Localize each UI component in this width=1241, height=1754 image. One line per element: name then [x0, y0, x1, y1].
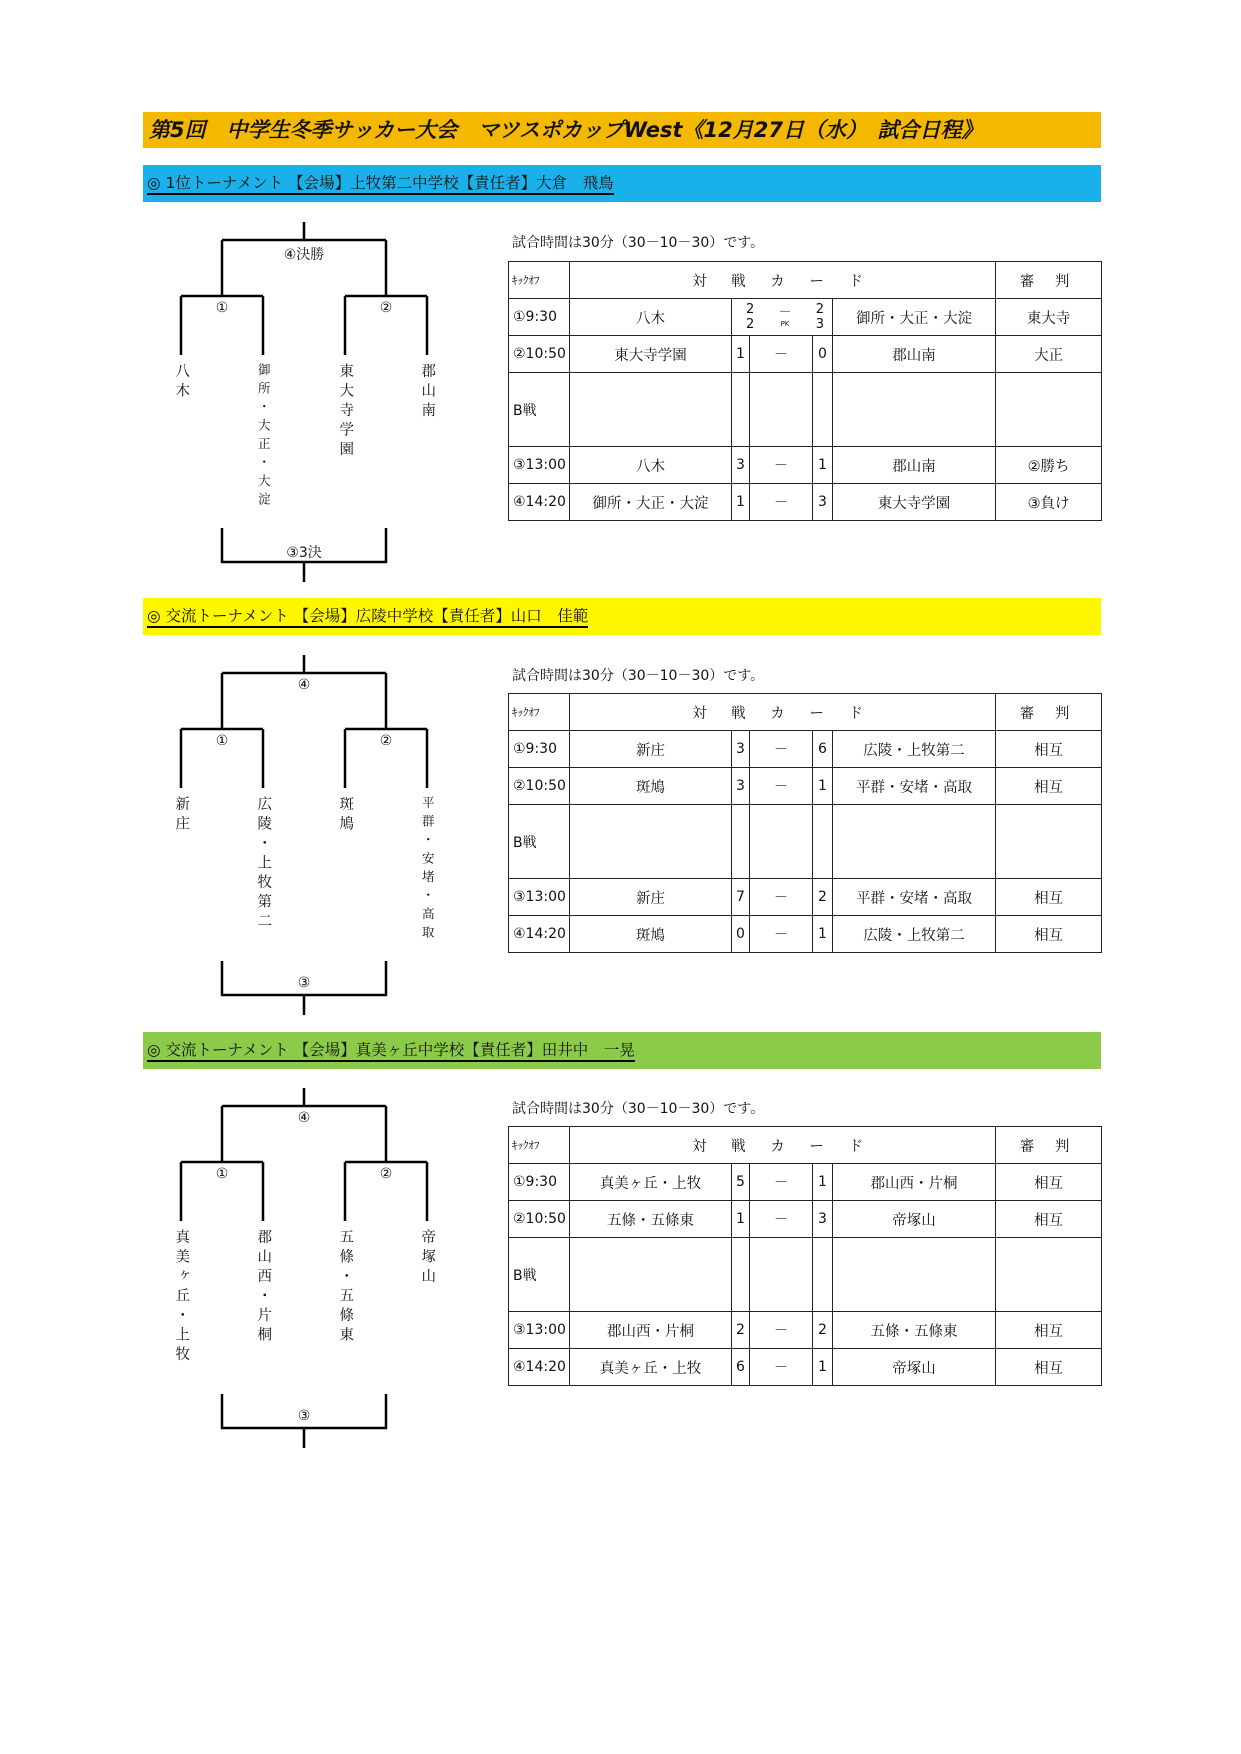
score-dash: [750, 805, 813, 879]
away-team-cell: 平群・安堵・高取: [833, 879, 996, 916]
away-team-cell: 広陵・上牧第二: [833, 916, 996, 953]
card-header: 対 戦 カ ー ド: [570, 262, 996, 299]
section-header-text: ◎ 交流トーナメント 【会場】広陵中学校【責任者】山口 佳範: [147, 606, 588, 628]
semi1-label: ①: [215, 733, 229, 749]
away-score: [813, 1238, 833, 1312]
kickoff-cell: ④14:20: [509, 1349, 570, 1386]
home-score: 0: [732, 916, 750, 953]
section-header-1: [143, 165, 1101, 202]
home-team-cell: 真美ヶ丘・上牧: [570, 1164, 732, 1201]
section-header-3: [143, 1032, 1101, 1069]
home-team-cell: 東大寺学園: [570, 336, 732, 373]
table-row: [509, 916, 1102, 953]
home-score: 3: [732, 447, 750, 484]
referee-cell: 東大寺: [996, 299, 1102, 336]
bracket-team: 八木: [173, 363, 190, 402]
match-time-note: 試合時間は30分（30－10－30）です。: [512, 1101, 765, 1117]
semi2-label: ②: [379, 1166, 393, 1182]
referee-cell: ③負け: [996, 484, 1102, 521]
home-score: 1: [732, 1201, 750, 1238]
home-pk-score: 2: [746, 317, 755, 332]
schedule-table-2: [508, 693, 1102, 953]
referee-cell: 相互: [996, 916, 1102, 953]
away-team-cell: 帝塚山: [833, 1201, 996, 1238]
bracket-team: 広陵・上牧第二: [255, 796, 272, 933]
away-team-cell: 郡山南: [833, 336, 996, 373]
match-time-note: 試合時間は30分（30－10－30）です。: [512, 235, 765, 251]
score-dash: －: [750, 879, 813, 916]
bracket-1: [160, 220, 460, 590]
away-team-cell: 郡山南: [833, 447, 996, 484]
home-team-cell: 新庄: [570, 731, 732, 768]
table-row-b-match: [509, 373, 1102, 447]
kickoff-cell: ②10:50: [509, 768, 570, 805]
home-score: [732, 373, 750, 447]
score-dash: －: [750, 731, 813, 768]
kickoff-cell: ④14:20: [509, 916, 570, 953]
kickoff-cell: ②10:50: [509, 1201, 570, 1238]
home-team-cell: 八木: [570, 299, 732, 336]
final-label: ④決勝: [283, 247, 325, 263]
referee-cell: 相互: [996, 1164, 1102, 1201]
kickoff-cell: B戦: [509, 373, 570, 447]
referee-cell: 相互: [996, 879, 1102, 916]
score-dash: －: [750, 484, 813, 521]
table-header-row: [509, 262, 1102, 299]
score-dash: －: [750, 1349, 813, 1386]
table-row-b-match: [509, 1238, 1102, 1312]
away-team-cell: 郡山西・片桐: [833, 1164, 996, 1201]
pk-score-cell: [732, 299, 833, 336]
away-score: 2: [815, 302, 824, 317]
card-header: 対 戦 カ ー ド: [570, 694, 996, 731]
away-team-cell: 東大寺学園: [833, 484, 996, 521]
kickoff-cell: ①9:30: [509, 1164, 570, 1201]
final-label: ④: [297, 1110, 311, 1126]
away-score: 1: [813, 1164, 833, 1201]
referee-cell: 相互: [996, 731, 1102, 768]
referee-cell: [996, 805, 1102, 879]
referee-header: 審 判: [996, 262, 1102, 299]
away-score: 3: [813, 484, 833, 521]
schedule-table-3: [508, 1126, 1102, 1386]
table-row: [509, 1164, 1102, 1201]
bracket-team: 郡山西・片桐: [255, 1229, 272, 1346]
bracket-lines: [160, 1086, 460, 1456]
table-row: [509, 731, 1102, 768]
bracket-team: 斑鳩: [337, 796, 354, 835]
semi2-label: ②: [379, 300, 393, 316]
referee-cell: 相互: [996, 1201, 1102, 1238]
table-header-row: [509, 1127, 1102, 1164]
away-team-cell: 帝塚山: [833, 1349, 996, 1386]
final-label: ④: [297, 677, 311, 693]
home-team-cell: [570, 1238, 732, 1312]
home-team-cell: 斑鳩: [570, 916, 732, 953]
section-header-text: ◎ 1位トーナメント 【会場】上牧第二中学校【責任者】大倉 飛鳥: [147, 173, 614, 195]
away-team-cell: 御所・大正・大淀: [833, 299, 996, 336]
section-header-text: ◎ 交流トーナメント 【会場】真美ヶ丘中学校【責任者】田井中 一晃: [147, 1040, 635, 1062]
bracket-team: 郡山南: [419, 363, 436, 422]
score-dash: [750, 373, 813, 447]
table-row: [509, 768, 1102, 805]
away-score: 1: [813, 447, 833, 484]
bracket-team: 新庄: [173, 796, 190, 835]
home-score: 7: [732, 879, 750, 916]
semi1-label: ①: [215, 1166, 229, 1182]
score-dash: －: [778, 305, 792, 320]
third-place-label: ③: [297, 1408, 311, 1424]
schedule-table-1: [508, 261, 1102, 521]
bracket-lines: [160, 653, 460, 1023]
home-score: [732, 1238, 750, 1312]
bracket-team: 御所・大正・大淀: [256, 363, 272, 511]
home-score: 3: [732, 731, 750, 768]
away-score: 6: [813, 731, 833, 768]
home-team-cell: [570, 373, 732, 447]
kickoff-cell: B戦: [509, 1238, 570, 1312]
kickoff-cell: ②10:50: [509, 336, 570, 373]
semi1-label: ①: [215, 300, 229, 316]
home-team-cell: 郡山西・片桐: [570, 1312, 732, 1349]
home-team-cell: 御所・大正・大淀: [570, 484, 732, 521]
section-header-2: [143, 598, 1101, 635]
home-score: 1: [732, 484, 750, 521]
table-row: [509, 447, 1102, 484]
page-title: 第5回 中学生冬季サッカー大会 マツスポカップWest《12月27日（水） 試合日程》: [143, 112, 1101, 148]
home-score: 2: [732, 1312, 750, 1349]
referee-cell: 相互: [996, 768, 1102, 805]
third-place-label: ③: [297, 975, 311, 991]
away-score: [813, 805, 833, 879]
referee-cell: 大正: [996, 336, 1102, 373]
away-team-cell: [833, 1238, 996, 1312]
semi2-label: ②: [379, 733, 393, 749]
score-dash: －: [750, 447, 813, 484]
referee-cell: [996, 1238, 1102, 1312]
bracket-3: [160, 1086, 460, 1456]
score-dash: －: [750, 1201, 813, 1238]
home-score: 3: [732, 768, 750, 805]
table-row: [509, 484, 1102, 521]
home-score: 5: [732, 1164, 750, 1201]
home-team-cell: 新庄: [570, 879, 732, 916]
referee-header: 審 判: [996, 694, 1102, 731]
away-score: 2: [813, 1312, 833, 1349]
bracket-team: 平群・安堵・高取: [420, 796, 436, 944]
away-pk-score: 3: [815, 317, 824, 332]
home-team-cell: [570, 805, 732, 879]
away-team-cell: 五條・五條東: [833, 1312, 996, 1349]
home-score: 1: [732, 336, 750, 373]
away-score: 2: [813, 879, 833, 916]
kickoff-header: ｷｯｸｵﾌ: [509, 694, 570, 731]
away-team-cell: [833, 805, 996, 879]
home-score: 2: [746, 302, 755, 317]
home-score: 6: [732, 1349, 750, 1386]
bracket-2: [160, 653, 460, 1023]
home-team-cell: 八木: [570, 447, 732, 484]
home-team-cell: 真美ヶ丘・上牧: [570, 1349, 732, 1386]
away-score: 0: [813, 336, 833, 373]
referee-header: 審 判: [996, 1127, 1102, 1164]
score-dash: －: [750, 768, 813, 805]
table-header-row: [509, 694, 1102, 731]
score-dash: －: [750, 1312, 813, 1349]
kickoff-cell: ①9:30: [509, 731, 570, 768]
away-score: 1: [813, 1349, 833, 1386]
away-score: 3: [813, 1201, 833, 1238]
home-team-cell: 斑鳩: [570, 768, 732, 805]
referee-cell: 相互: [996, 1312, 1102, 1349]
table-row: [509, 1349, 1102, 1386]
away-score: 1: [813, 916, 833, 953]
away-team-cell: 平群・安堵・高取: [833, 768, 996, 805]
kickoff-header: ｷｯｸｵﾌ: [509, 1127, 570, 1164]
table-row: [509, 1312, 1102, 1349]
kickoff-cell: ④14:20: [509, 484, 570, 521]
table-row: [509, 336, 1102, 373]
bracket-lines: [160, 220, 460, 590]
bracket-team: 真美ヶ丘・上牧: [173, 1229, 190, 1366]
score-dash: －: [750, 336, 813, 373]
table-row: [509, 879, 1102, 916]
referee-cell: ②勝ち: [996, 447, 1102, 484]
away-team-cell: 広陵・上牧第二: [833, 731, 996, 768]
match-time-note: 試合時間は30分（30－10－30）です。: [512, 668, 765, 684]
referee-cell: [996, 373, 1102, 447]
away-score: 1: [813, 768, 833, 805]
referee-cell: 相互: [996, 1349, 1102, 1386]
away-team-cell: [833, 373, 996, 447]
table-row: [509, 299, 1102, 336]
pk-label: PK: [780, 320, 790, 328]
kickoff-cell: ①9:30: [509, 299, 570, 336]
table-row: [509, 1201, 1102, 1238]
home-score: [732, 805, 750, 879]
kickoff-cell: ③13:00: [509, 1312, 570, 1349]
bracket-team: 五條・五條東: [337, 1229, 354, 1346]
score-dash: [750, 1238, 813, 1312]
card-header: 対 戦 カ ー ド: [570, 1127, 996, 1164]
away-score: [813, 373, 833, 447]
score-dash: －: [750, 916, 813, 953]
kickoff-header: ｷｯｸｵﾌ: [509, 262, 570, 299]
kickoff-cell: B戦: [509, 805, 570, 879]
third-place-label: ③3決: [286, 545, 322, 561]
bracket-team: 東大寺学園: [337, 363, 354, 461]
home-team-cell: 五條・五條東: [570, 1201, 732, 1238]
kickoff-cell: ③13:00: [509, 879, 570, 916]
kickoff-cell: ③13:00: [509, 447, 570, 484]
score-dash: －: [750, 1164, 813, 1201]
bracket-team: 帝塚山: [419, 1229, 436, 1288]
table-row-b-match: [509, 805, 1102, 879]
